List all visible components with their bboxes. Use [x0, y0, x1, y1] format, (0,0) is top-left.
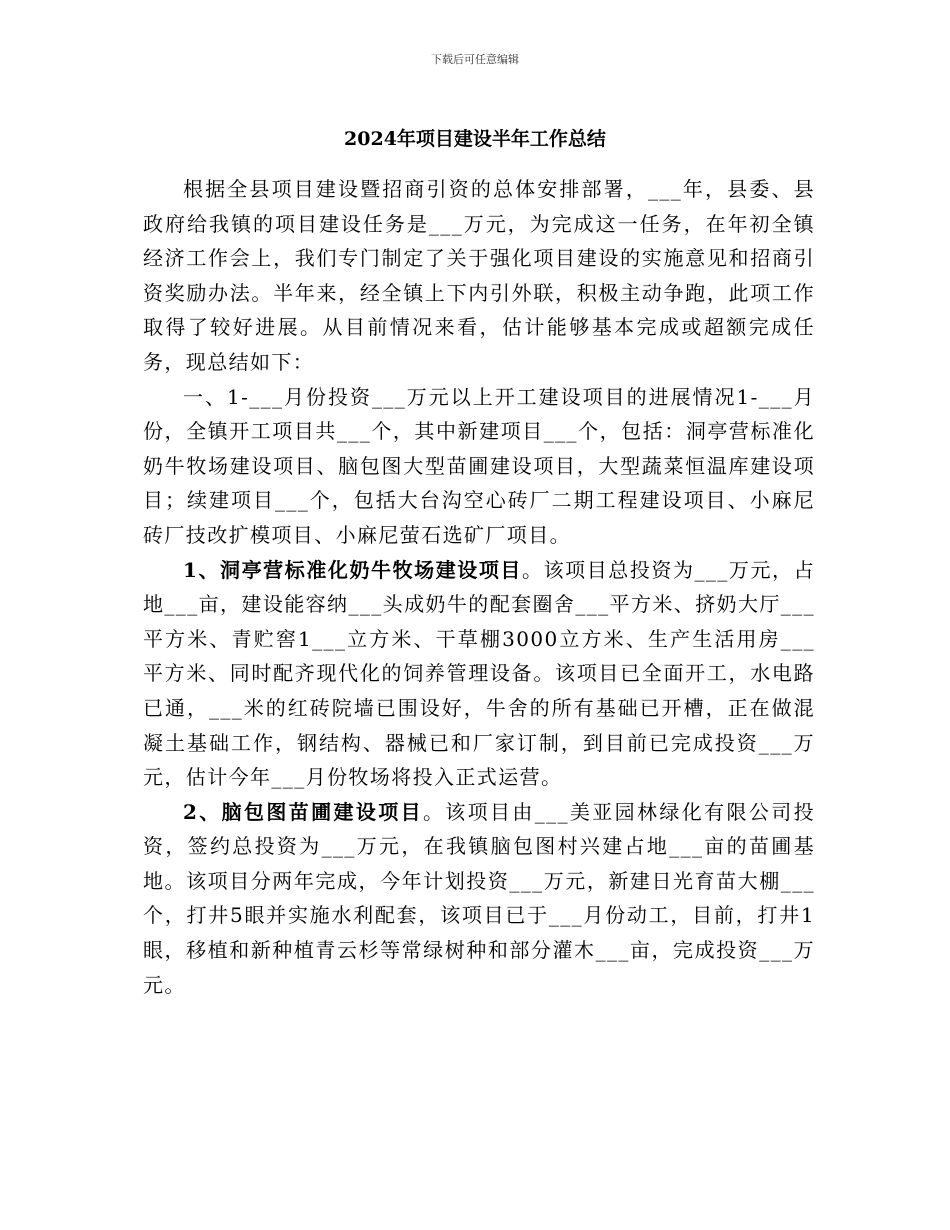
paragraph-section-one	[143, 380, 815, 553]
paragraph-nursery-project	[143, 795, 815, 1003]
document-body	[143, 172, 815, 1002]
paragraph-text: 。该项目由___美亚园林绿化有限公司投资，签约总投资为___万元，在我镇脑包图村兴建占地___亩的苗圃基地。该项目分两年完成，今年计划投资___万元，新建日光育苗大棚___个，打井5眼并实施水利配套，该项目已于___月份动工，目前，打井1眼，移植和新种植青云杉等常绿树种和部分灌木___亩，完成投资___万元。	[143, 799, 815, 997]
paragraph-text: 。该项目总投资为___万元，占地___亩，建设能容纳___头成奶牛的配套圈舍___平方米、挤奶大厅___平方米、青贮窖1___立方米、干草棚3000立方米、生产生活用房___平方米、同时配齐现代化的饲养管理设备。该项目已全面开工，水电路已通，___米的红砖院墙已围设好，牛舍的所有基础已开槽，正在做混凝土基础工作，钢结构、器械已和厂家订制，到目前已完成投资___万元，估计今年___月份牧场将投入正式运营。	[143, 557, 816, 790]
paragraph-text: 一、1-___月份投资___万元以上开工建设项目的进展情况1-___月份，全镇开工项目共___个，其中新建项目___个，包括：洞亭营标准化奶牛牧场建设项目、脑包图大型苗圃建设项目，大型蔬菜恒温库建设项目；续建项目___个，包括大台沟空心砖厂二期工程建设项目、小麻尼砖厂技改扩模项目、小麻尼萤石选矿厂项目。	[143, 384, 815, 547]
paragraph-lead: 2、脑包图苗圃建设项目	[183, 799, 423, 824]
paragraph-intro	[143, 172, 815, 380]
paragraph-text: 根据全县项目建设暨招商引资的总体安排部署，___年，县委、县政府给我镇的项目建设任务是___万元，为完成这一任务，在年初全镇经济工作会上，我们专门制定了关于强化项目建设的实施意见和招商引资奖励办法。半年来，经全镇上下内引外联，积极主动争跑，此项工作取得了较好进展。从目前情况来看，估计能够基本完成或超额完成任务，现总结如下：	[143, 177, 815, 374]
document-title: 2024年项目建设半年工作总结	[344, 128, 606, 150]
paragraph-lead: 1、洞亭营标准化奶牛牧场建设项目	[183, 557, 522, 582]
paragraph-dairy-farm-project	[143, 553, 815, 795]
page-header-note: 下载后可任意编辑	[431, 53, 519, 66]
